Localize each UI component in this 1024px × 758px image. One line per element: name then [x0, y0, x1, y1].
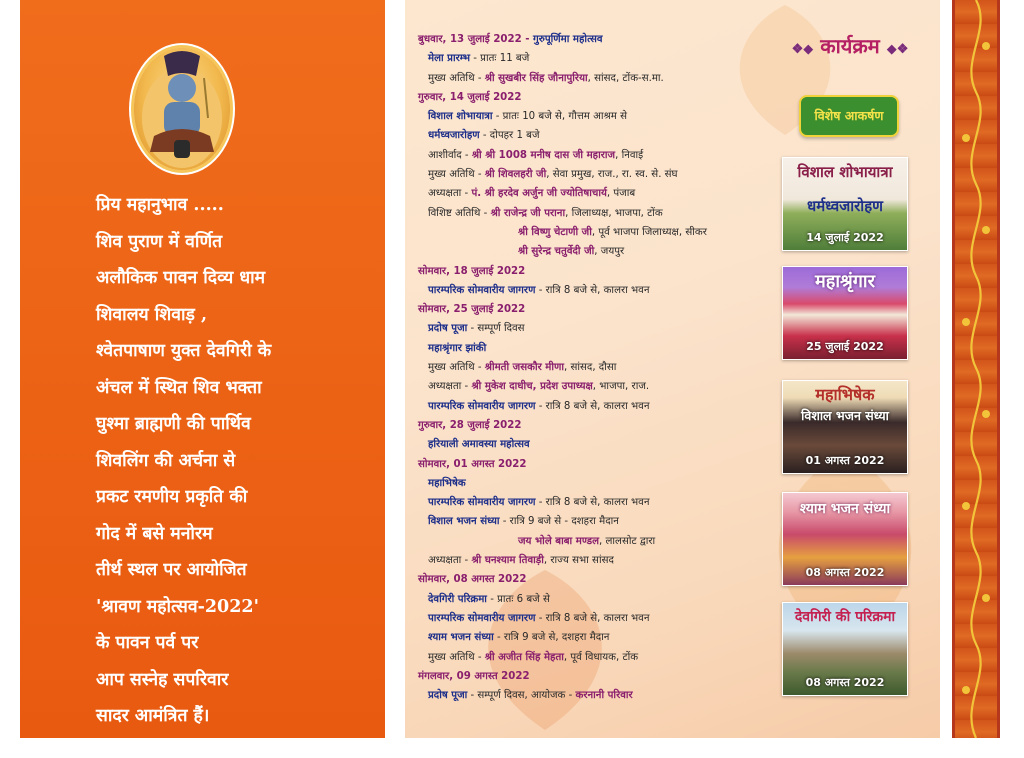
guest-name: श्री श्री 1008 मनीष दास जी महाराज — [471, 149, 616, 161]
highlight-photo-devgiri-parikrama — [782, 602, 908, 696]
highlight-date: 08 अगस्त 2022 — [805, 676, 885, 689]
event-name: पारम्परिक सोमवारीय जागरण — [428, 612, 536, 624]
schedule-event — [418, 49, 778, 68]
schedule-event — [418, 107, 778, 126]
floral-scroll-ornament — [952, 0, 1000, 738]
event-details: - रात्रि 9 बजे से, दशहरा मैदान — [493, 632, 610, 644]
invitation-line: शिव पुराण में वर्णित — [96, 231, 223, 252]
event-details: - सम्पूर्ण दिवस, आयोजक - — [467, 690, 576, 702]
schedule-event — [418, 435, 778, 454]
highlight-title: देवगिरी की परिक्रमा — [794, 609, 896, 625]
special-attraction-badge: विशेष आकर्षण — [799, 95, 899, 137]
highlight-title: महाश्रृंगार — [815, 271, 875, 292]
guest-name: श्री सुखबीर सिंह जौनापुरिया — [484, 72, 588, 84]
highlight-title: महाभिषेक — [815, 385, 875, 404]
guest-name: श्री शिवलहरी जी — [484, 169, 547, 181]
event-details: - प्रातः 6 बजे से — [486, 593, 550, 605]
guest-details: , पंजाब — [606, 188, 636, 200]
program-title-text: कार्यक्रम — [820, 34, 880, 58]
highlight-date: 01 अगस्त 2022 — [805, 454, 885, 467]
schedule-day-header — [418, 667, 778, 686]
day-date: गुरुवार, 14 जुलाई 2022 — [418, 91, 522, 103]
event-name: पारम्परिक सोमवारीय जागरण — [428, 497, 536, 509]
event-details: - रात्रि 9 बजे से - दशहरा मैदान — [499, 516, 619, 528]
guest-details: , सांसद, टोंक-स.मा. — [587, 72, 664, 84]
highlight-photo-shyam-bhajan — [782, 492, 908, 586]
event-name: देवगिरी परिक्रमा — [428, 593, 487, 605]
event-details: - रात्रि 8 बजे से, कालरा भवन — [535, 497, 650, 509]
program-heading — [770, 32, 930, 59]
invitation-line: शिवलिंग की अर्चना से — [96, 450, 236, 471]
schedule-guest-line — [418, 69, 778, 88]
guest-role: मुख्य अतिथि - — [428, 651, 485, 663]
schedule-guest-line — [418, 377, 778, 396]
schedule-event — [418, 512, 778, 531]
event-details: - दोपहर 1 बजे — [479, 130, 540, 142]
event-organiser: करनानी परिवार — [575, 690, 633, 702]
schedule-event — [418, 628, 778, 647]
schedule-guest-line — [418, 551, 778, 570]
guest-details: , लालसोट द्वारा — [599, 535, 656, 547]
schedule-day-header — [418, 570, 778, 589]
ornament-icon: ◆❖ — [886, 42, 909, 57]
guest-details: , सांसद, दौसा — [564, 362, 617, 374]
highlight-title: श्याम भजन संध्या — [799, 501, 891, 517]
lord-shiva-portrait — [134, 48, 230, 170]
event-details: - रात्रि 8 बजे से, कालरा भवन — [535, 400, 650, 412]
guest-name: जय भोले बाबा मण्डल — [518, 535, 600, 547]
decorative-border-strip — [952, 0, 1000, 738]
schedule-event — [418, 319, 778, 338]
ornament-icon: ❖◆ — [791, 42, 814, 57]
guest-name: श्रीमती जसकौर मीणा — [484, 362, 565, 374]
invitation-line: घुश्मा ब्राह्मणी की पार्थिव — [96, 414, 251, 434]
guest-name: श्री घनश्याम तिवाड़ी — [471, 555, 544, 567]
invitation-line: अलौकिक पावन दिव्य धाम — [96, 268, 266, 288]
event-name: पारम्परिक सोमवारीय जागरण — [428, 400, 536, 412]
invitation-line: आप सस्नेह सपरिवार — [96, 669, 229, 690]
guest-name: श्री राजेन्द्र जी पराना — [490, 207, 566, 219]
guest-role: मुख्य अतिथि - — [428, 169, 485, 181]
event-details: - प्रातः 10 बजे से, गौत्तम आश्रम से — [492, 111, 627, 123]
event-name: धर्मध्वजारोहण — [428, 130, 480, 142]
schedule-guest-line — [418, 242, 778, 261]
guest-details: , भाजपा, राज. — [592, 381, 650, 393]
schedule-guest-line — [418, 204, 778, 223]
guest-role: अध्यक्षता - — [428, 188, 472, 200]
bottom-margin — [0, 738, 1024, 758]
invitation-line: अंचल में स्थित शिव भक्ता — [96, 377, 262, 398]
invitation-message — [96, 187, 396, 735]
schedule-day-header — [418, 88, 778, 107]
schedule-day-header — [418, 416, 778, 435]
guest-details: , सेवा प्रमुख, राज., रा. स्व. से. संघ — [546, 169, 678, 181]
event-name: मेला प्रारम्भ — [428, 53, 471, 65]
event-name: विशाल भजन संध्या — [428, 516, 500, 528]
event-details: - रात्रि 8 बजे से, कालरा भवन — [535, 612, 650, 624]
guest-role: विशिष्ट अतिथि - — [428, 207, 491, 219]
highlight-subtitle: विशाल भजन संध्या — [801, 408, 889, 423]
event-name: महाभिषेक — [428, 477, 466, 489]
highlight-subtitle: धर्मध्वजारोहण — [806, 197, 884, 215]
invitation-line: गोद में बसे मनोरम — [96, 523, 213, 544]
guest-name: पं. श्री हरदेव अर्जुन जी ज्योतिषाचार्य — [471, 188, 607, 200]
guest-details: , जयपुर — [594, 246, 625, 258]
schedule-guest-line — [418, 532, 778, 551]
highlight-photo-mahabhishek — [782, 380, 908, 474]
guest-role: आशीर्वाद - — [428, 149, 472, 161]
event-name: श्याम भजन संध्या — [428, 632, 494, 644]
schedule-guest-line — [418, 146, 778, 165]
guest-name: श्री सुरेन्द्र चतुर्वेदी जी — [518, 246, 595, 258]
schedule-day-header — [418, 30, 778, 49]
guest-name: श्री विष्णु चेटाणी जी — [518, 226, 592, 238]
program-schedule — [418, 30, 778, 705]
day-date: मंगलवार, 09 अगस्त 2022 — [418, 670, 530, 682]
schedule-guest-line — [418, 223, 778, 242]
event-details: - रात्रि 8 बजे से, कालरा भवन — [535, 284, 650, 296]
schedule-event — [418, 397, 778, 416]
highlight-date: 25 जुलाई 2022 — [806, 340, 884, 353]
schedule-event — [418, 590, 778, 609]
schedule-event — [418, 126, 778, 145]
schedule-day-header — [418, 262, 778, 281]
highlight-title: विशाल शोभायात्रा — [797, 163, 893, 181]
day-date: सोमवार, 01 अगस्त 2022 — [418, 458, 527, 470]
day-date: सोमवार, 25 जुलाई 2022 — [418, 304, 526, 316]
invitation-line: सादर आमंत्रित हैं। — [96, 706, 210, 726]
invitation-line: तीर्थ स्थल पर आयोजित — [96, 560, 247, 580]
day-date: गुरुवार, 28 जुलाई 2022 — [418, 419, 522, 431]
highlight-photo-mahashringar — [782, 266, 908, 360]
schedule-guest-line — [418, 358, 778, 377]
schedule-event — [418, 609, 778, 628]
invitation-line: शिवालय शिवाड़ , — [96, 304, 208, 325]
schedule-guest-line — [418, 648, 778, 667]
schedule-event — [418, 493, 778, 512]
event-details: - सम्पूर्ण दिवस — [467, 323, 525, 335]
guest-name: श्री मुकेश दाधीच, प्रदेश उपाध्यक्ष — [471, 381, 593, 393]
event-name: पारम्परिक सोमवारीय जागरण — [428, 284, 536, 296]
invitation-line: के पावन पर्व पर — [96, 633, 199, 653]
highlight-photo-procession — [782, 157, 908, 251]
guest-details: , राज्य सभा सांसद — [543, 555, 614, 567]
schedule-day-header — [418, 300, 778, 319]
day-date: सोमवार, 08 अगस्त 2022 — [418, 574, 527, 586]
guest-name: श्री अजीत सिंह मेहता — [484, 651, 564, 663]
guest-role: अध्यक्षता - — [428, 555, 472, 567]
schedule-event — [418, 339, 778, 358]
day-date: सोमवार, 18 जुलाई 2022 — [418, 265, 526, 277]
event-name: विशाल शोभायात्रा — [428, 111, 493, 123]
event-name: प्रदोष पूजा — [428, 323, 468, 335]
event-name: हरियाली अमावस्या महोत्सव — [428, 439, 530, 451]
guest-role: मुख्य अतिथि - — [428, 362, 485, 374]
highlight-date: 08 अगस्त 2022 — [805, 566, 885, 579]
guest-role: मुख्य अतिथि - — [428, 72, 485, 84]
guest-details: , पूर्व भाजपा जिलाध्यक्ष, सीकर — [591, 226, 707, 238]
left-invitation-panel — [20, 0, 385, 738]
event-details: - प्रातः 11 बजे — [470, 53, 530, 65]
schedule-day-header — [418, 455, 778, 474]
guest-details: , पूर्व विधायक, टोंक — [563, 651, 639, 663]
event-name: प्रदोष पूजा — [428, 690, 468, 702]
schedule-guest-line — [418, 184, 778, 203]
invitation-line: श्वेतपाषाण युक्त देवगिरी के — [96, 341, 272, 361]
invitation-line: प्रिय महानुभाव ..... — [96, 195, 224, 215]
schedule-event — [418, 474, 778, 493]
schedule-event — [418, 686, 778, 705]
invitation-line: 'श्रावण महोत्सव-2022' — [96, 596, 259, 617]
schedule-guest-line — [418, 165, 778, 184]
guest-role: अध्यक्षता - — [428, 381, 472, 393]
day-event-name: गुरुपूर्णिमा महोत्सव — [533, 34, 603, 45]
guest-details: , निवाई — [615, 149, 644, 161]
schedule-event — [418, 281, 778, 300]
invitation-line: प्रकट रमणीय प्रकृति की — [96, 487, 248, 507]
guest-details: , जिलाध्यक्ष, भाजपा, टोंक — [565, 207, 663, 219]
highlight-date: 14 जुलाई 2022 — [806, 231, 884, 244]
day-date: बुधवार, 13 जुलाई 2022 - — [418, 34, 534, 45]
event-name: महाश्रृंगार झांकी — [428, 342, 487, 354]
